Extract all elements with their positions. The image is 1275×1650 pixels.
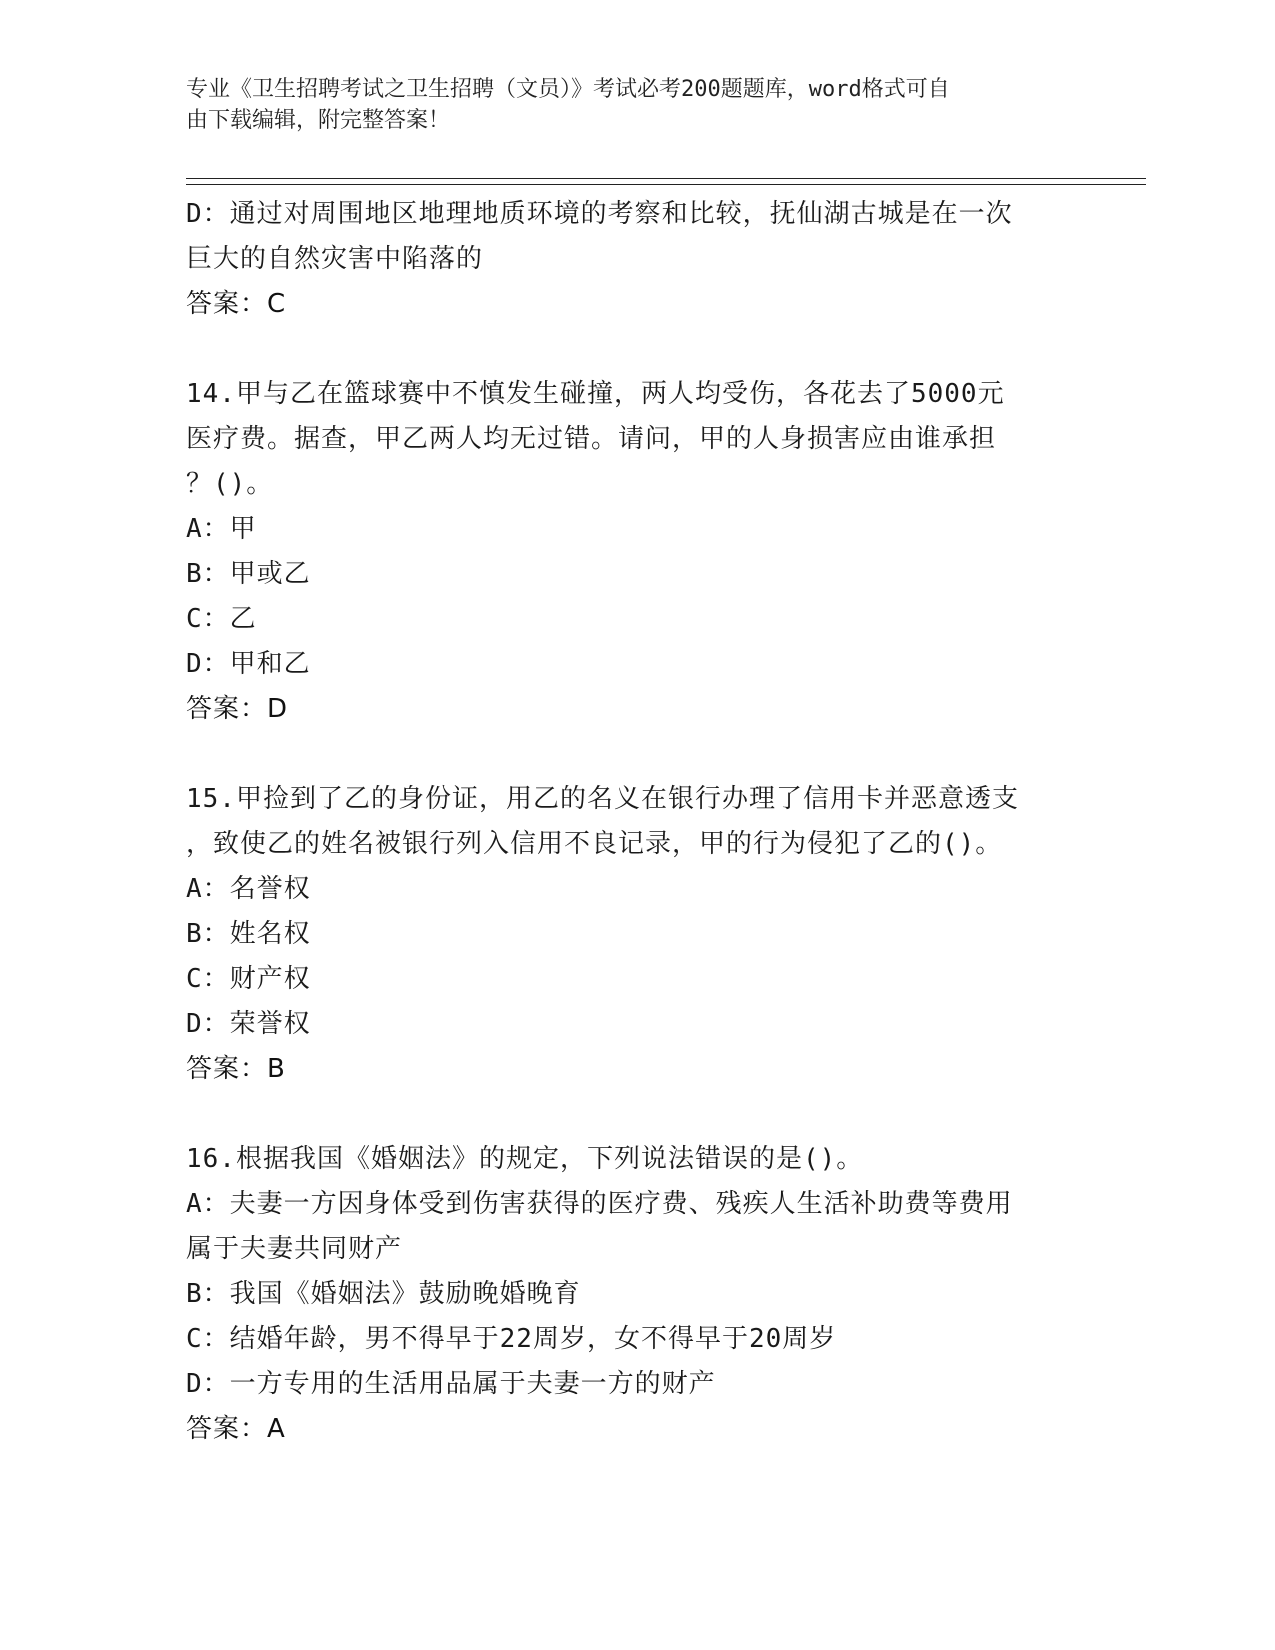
text-line: D：甲和乙 — [186, 649, 311, 679]
text-line: A：名誉权 — [186, 874, 311, 904]
question-content — [186, 192, 1086, 1452]
text-line: B：我国《婚姻法》鼓励晚婚晚育 — [186, 1279, 581, 1309]
text-line: C：结婚年龄，男不得早于22周岁，女不得早于20周岁 — [186, 1324, 837, 1354]
text-line: 14.甲与乙在篮球赛中不慎发生碰撞，两人均受伤，各花去了5000元 — [186, 379, 1005, 409]
text-line: A：甲 — [186, 514, 257, 544]
paragraph-gap — [186, 732, 1086, 777]
answer-line: 答案：D — [186, 694, 289, 724]
text-line: C：乙 — [186, 604, 257, 634]
answer-line: 答案：C — [186, 289, 287, 319]
header-divider-bottom — [186, 184, 1146, 185]
text-line: ，致使乙的姓名被银行列入信用不良记录，甲的行为侵犯了乙的()。 — [186, 829, 1003, 859]
text-line: B：甲或乙 — [186, 559, 311, 589]
text-line: 16.根据我国《婚姻法》的规定，下列说法错误的是()。 — [186, 1144, 864, 1174]
text-line: A：夫妻一方因身体受到伤害获得的医疗费、残疾人生活补助费等费用 — [186, 1189, 1013, 1219]
header-line-2: 由下载编辑，附完整答案！ — [186, 108, 451, 133]
answer-line: 答案：A — [186, 1414, 286, 1444]
text-line: D：通过对周围地区地理地质环境的考察和比较，抚仙湖古城是在一次 — [186, 199, 1013, 229]
paragraph-gap — [186, 327, 1086, 372]
text-line: 医疗费。据查，甲乙两人均无过错。请问，甲的人身损害应由谁承担 — [186, 424, 997, 454]
header-divider-top — [186, 178, 1146, 179]
text-line: D：一方专用的生活用品属于夫妻一方的财产 — [186, 1369, 716, 1399]
text-line: 属于夫妻共同财产 — [186, 1234, 403, 1264]
text-line: C：财产权 — [186, 964, 311, 994]
text-line: D：荣誉权 — [186, 1009, 311, 1039]
answer-line: 答案：B — [186, 1054, 286, 1084]
text-line: B：姓名权 — [186, 919, 311, 949]
text-line: 15.甲捡到了乙的身份证，用乙的名义在银行办理了信用卡并恶意透支 — [186, 784, 1019, 814]
document-header — [186, 74, 1066, 136]
header-line-1: 专业《卫生招聘考试之卫生招聘（文员）》考试必考200题题库，word格式可自 — [186, 77, 950, 102]
text-line: ？()。 — [186, 469, 274, 499]
text-line: 巨大的自然灾害中陷落的 — [186, 244, 484, 274]
paragraph-gap — [186, 1092, 1086, 1137]
